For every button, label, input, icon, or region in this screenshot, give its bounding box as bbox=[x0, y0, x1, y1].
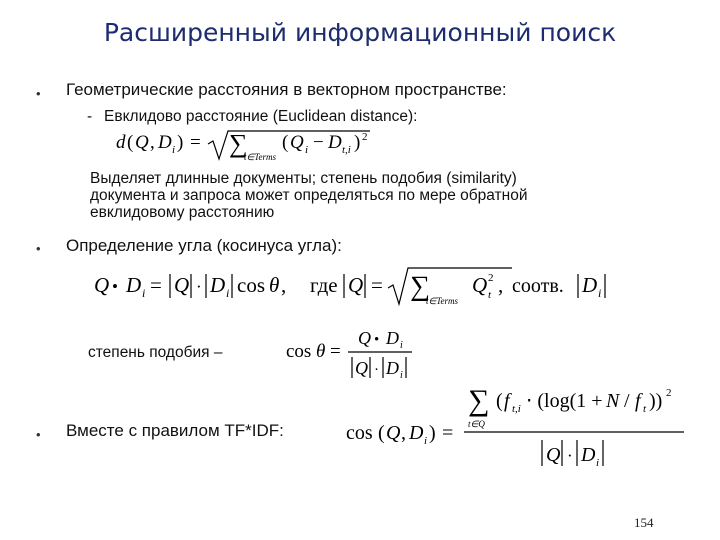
sub-bullet-euclidean: Евклидово расстояние (Euclidean distance): bbox=[104, 108, 418, 125]
svg-text:t∈Terms: t∈Terms bbox=[426, 296, 459, 306]
tf-idf-cosine-formula bbox=[344, 372, 694, 477]
svg-text:−: − bbox=[313, 132, 324, 153]
svg-text:,: , bbox=[150, 132, 155, 153]
formula-word-where: где bbox=[310, 273, 338, 297]
svg-text:/: / bbox=[624, 390, 630, 412]
svg-text:Q: Q bbox=[94, 273, 110, 297]
svg-text:=: = bbox=[371, 273, 383, 297]
svg-text:(: ( bbox=[378, 422, 385, 444]
svg-text:2: 2 bbox=[362, 131, 368, 143]
svg-text:D: D bbox=[158, 132, 172, 153]
svg-text:i: i bbox=[424, 435, 428, 447]
svg-text:i: i bbox=[400, 340, 403, 351]
svg-text:·: · bbox=[374, 362, 379, 378]
svg-text:=: = bbox=[442, 422, 454, 444]
svg-text:Q: Q bbox=[174, 273, 190, 297]
similarity-degree-label: степень подобия – bbox=[88, 344, 223, 361]
svg-text:t: t bbox=[488, 289, 492, 301]
svg-text:=: = bbox=[150, 273, 162, 297]
bullet-angle-definition: Определение угла (косинуса угла): bbox=[66, 236, 342, 255]
svg-text:∑: ∑ bbox=[229, 129, 248, 158]
svg-text:i: i bbox=[305, 144, 309, 156]
similarity-note-line: евклидовому расстоянию bbox=[90, 204, 275, 221]
slide-title: Расширенный информационный поиск bbox=[103, 18, 617, 47]
svg-text:f: f bbox=[635, 390, 641, 412]
bullet-marker: • bbox=[36, 86, 41, 101]
svg-text:D: D bbox=[386, 328, 399, 348]
svg-text:t: t bbox=[643, 403, 647, 415]
svg-text:D: D bbox=[409, 422, 424, 444]
svg-text:•: • bbox=[112, 277, 118, 296]
svg-text:=: = bbox=[330, 341, 341, 362]
svg-text:D: D bbox=[328, 132, 342, 153]
svg-text:D: D bbox=[582, 273, 598, 297]
similarity-note-line: документа и запроса может определяться по мере обратной bbox=[90, 187, 528, 204]
bullet-marker: • bbox=[36, 427, 41, 442]
svg-text:2: 2 bbox=[666, 387, 672, 399]
svg-text:i: i bbox=[400, 370, 403, 381]
svg-text:θ: θ bbox=[269, 273, 280, 297]
svg-text:i: i bbox=[596, 457, 600, 469]
svg-text:D: D bbox=[210, 273, 226, 297]
sub-bullet-dash: - bbox=[87, 108, 93, 125]
similarity-note-line: Выделяет длинные документы; степень подобия (similarity) bbox=[90, 170, 517, 187]
bullet-tf-idf-rule: Вместе с правилом TF*IDF: bbox=[66, 421, 284, 440]
svg-text:N: N bbox=[606, 390, 620, 412]
svg-text:(: ( bbox=[127, 132, 134, 153]
svg-text:Q: Q bbox=[355, 358, 368, 378]
svg-text:i: i bbox=[226, 286, 230, 300]
svg-text:∑: ∑ bbox=[468, 384, 490, 417]
svg-text:·: · bbox=[196, 277, 202, 296]
bullet-geometric-distances: Геометрические расстояния в векторном пространстве: bbox=[66, 80, 507, 99]
svg-text:Q: Q bbox=[472, 273, 488, 297]
svg-text:Q: Q bbox=[358, 328, 371, 348]
svg-text:t∈Terms: t∈Terms bbox=[244, 152, 277, 162]
svg-text:): ) bbox=[354, 132, 361, 153]
cosine-angle-formula bbox=[92, 262, 622, 310]
euclidean-distance-formula bbox=[112, 126, 372, 166]
formula-word-respectively: соотв. bbox=[512, 275, 564, 297]
svg-text:Q: Q bbox=[546, 444, 561, 466]
svg-text:,: , bbox=[281, 273, 287, 297]
svg-text:t∈Q: t∈Q bbox=[468, 419, 485, 429]
svg-text:(: ( bbox=[282, 132, 289, 153]
svg-text:t,i: t,i bbox=[512, 403, 521, 415]
svg-text:(: ( bbox=[496, 390, 503, 412]
svg-text:D: D bbox=[581, 444, 596, 466]
svg-text:d: d bbox=[116, 132, 126, 153]
svg-text:2: 2 bbox=[488, 272, 494, 284]
page-number: 154 bbox=[634, 515, 654, 530]
svg-text:f: f bbox=[504, 390, 510, 412]
svg-text:i: i bbox=[142, 286, 146, 300]
svg-text:Q: Q bbox=[386, 422, 401, 444]
svg-text:): ) bbox=[429, 422, 436, 444]
svg-text:Q: Q bbox=[290, 132, 304, 153]
svg-text:Q: Q bbox=[348, 273, 364, 297]
svg-text:cos: cos bbox=[237, 273, 265, 297]
svg-text:,: , bbox=[401, 422, 406, 444]
svg-text:D: D bbox=[386, 358, 399, 378]
svg-text:⋅ (log(1 +: ⋅ (log(1 + bbox=[526, 390, 603, 412]
svg-text:i: i bbox=[172, 144, 176, 156]
similarity-note bbox=[90, 170, 527, 221]
svg-text:·: · bbox=[567, 446, 573, 465]
svg-text:=: = bbox=[190, 132, 201, 153]
svg-text:θ: θ bbox=[316, 341, 326, 362]
svg-text:,: , bbox=[498, 273, 504, 297]
svg-text:∑: ∑ bbox=[410, 271, 430, 302]
svg-text:t,i: t,i bbox=[342, 144, 351, 156]
svg-text:): ) bbox=[177, 132, 184, 153]
svg-text:)): )) bbox=[649, 390, 663, 412]
bullet-marker: • bbox=[36, 241, 41, 256]
svg-text:i: i bbox=[598, 286, 602, 300]
svg-text:•: • bbox=[374, 332, 380, 348]
svg-text:Q: Q bbox=[135, 132, 149, 153]
svg-text:cos: cos bbox=[346, 422, 373, 444]
svg-text:cos: cos bbox=[286, 341, 312, 362]
svg-text:D: D bbox=[126, 273, 142, 297]
